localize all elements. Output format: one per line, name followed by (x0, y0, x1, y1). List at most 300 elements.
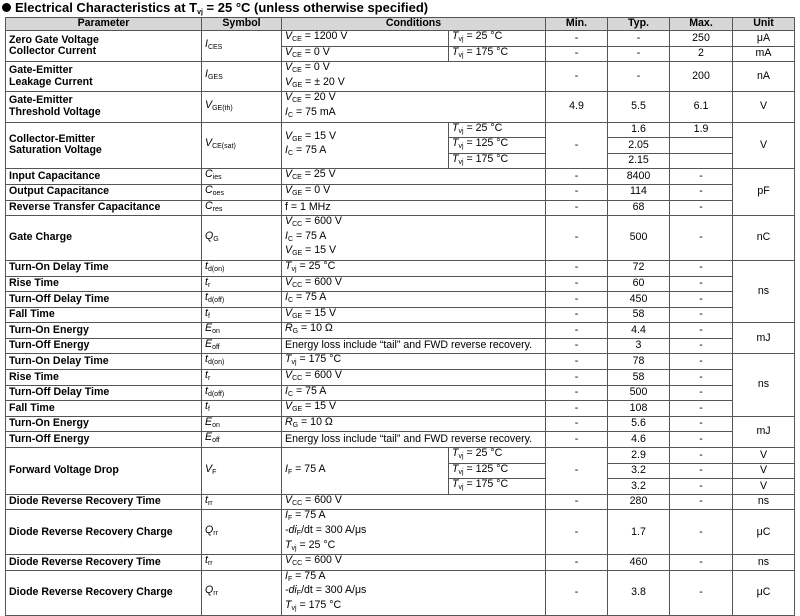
min-cell: - (546, 401, 608, 417)
max-cell: - (670, 216, 733, 261)
typ-cell: 2.9 (608, 448, 670, 464)
cond-symbol: I (285, 105, 288, 118)
typ-cell: 5.5 (608, 92, 670, 122)
cond-subscript: CC (292, 375, 303, 383)
symbol-subscript: res (212, 205, 223, 213)
max-cell: - (670, 354, 733, 370)
symbol-subscript: r (207, 281, 211, 289)
condition-line (285, 308, 542, 323)
max-cell: - (670, 307, 733, 323)
condition-line (285, 62, 542, 77)
cond-subscript: GE (292, 189, 303, 197)
typ-cell: 5.6 (608, 416, 670, 432)
typ-cell: 78 (608, 354, 670, 370)
temp-condition-cell (449, 463, 546, 479)
cond-subscript: vj (458, 127, 464, 135)
cond-symbol: V (285, 46, 293, 58)
cond-subscript: CC (292, 221, 303, 229)
table-row (6, 122, 795, 138)
cond-text: = 25 °C (296, 260, 336, 272)
symbol-cell (202, 510, 282, 555)
min-cell: - (546, 323, 608, 339)
cond-subscript: G (292, 328, 299, 336)
cond-subscript: C (287, 111, 294, 119)
cond-symbol: R (285, 322, 293, 335)
table-row (6, 448, 795, 464)
cond-text: = 125 °C (463, 463, 509, 475)
typ-cell: - (608, 62, 670, 92)
parameter-line: Zero Gate Voltage (9, 33, 99, 46)
symbol: Q (205, 229, 214, 242)
cond-subscript: F (296, 590, 302, 598)
unit-cell: nC (733, 216, 795, 261)
typ-cell: 2.15 (608, 153, 670, 169)
table-row (6, 555, 795, 571)
parameter-line: Rise Time (9, 277, 59, 289)
symbol-subscript: CE(sat) (212, 143, 236, 151)
cond-subscript: vj (458, 143, 464, 151)
table-row (6, 416, 795, 432)
parameter-line: Turn-On Energy (9, 417, 89, 430)
section-title (0, 0, 428, 16)
symbol-cell (202, 555, 282, 571)
max-cell: - (670, 570, 733, 615)
cond-text: = 0 V (301, 46, 330, 58)
condition-line (285, 555, 542, 570)
typ-cell: 2.05 (608, 138, 670, 154)
cond-symbol: T (452, 122, 459, 134)
table-row (6, 401, 795, 417)
parameter-cell (6, 260, 202, 276)
cond-symbol: I (285, 291, 288, 304)
symbol-cell (202, 122, 282, 169)
cond-text: = 75 A (293, 144, 327, 157)
cond-subscript: F (296, 530, 302, 537)
cond-text: = 175 °C (463, 46, 509, 58)
cond-symbol: V (285, 61, 293, 74)
symbol-subscript: rr (207, 560, 213, 568)
max-cell: - (670, 338, 733, 354)
cond-symbol: V (285, 494, 293, 506)
min-cell: - (546, 338, 608, 354)
parameter-line: Gate-Emitter (9, 94, 73, 107)
cond-subscript: C (287, 235, 294, 243)
symbol-subscript: d(on) (207, 265, 225, 273)
parameter-line: Turn-On Delay Time (9, 261, 109, 274)
symbol: E (205, 338, 213, 350)
cond-subscript: CC (292, 281, 303, 289)
parameter-cell (6, 338, 202, 354)
min-cell: - (546, 169, 608, 185)
unit-cell: ns (733, 555, 795, 571)
temp-condition-cell (449, 31, 546, 47)
typ-cell: 68 (608, 200, 670, 216)
cond-symbol: T (285, 538, 292, 551)
cond-text: = 175 °C (296, 353, 342, 366)
cond-symbol: V (285, 215, 293, 228)
cond-symbol: T (452, 30, 459, 42)
symbol-cell (202, 448, 282, 495)
cond-text: = 25 V (301, 168, 336, 181)
max-cell: - (670, 463, 733, 479)
condition-line (452, 154, 542, 169)
unit-cell: mA (733, 46, 795, 62)
cond-text: = 125 °C (463, 137, 509, 150)
parameter-line: Rise Time (9, 370, 59, 383)
symbol-subscript: d(off) (207, 390, 225, 398)
min-cell: - (546, 31, 608, 47)
typ-cell: 4.6 (608, 432, 670, 448)
cond-subscript: GE (292, 135, 303, 143)
cond-text: = 175 °C (296, 598, 342, 611)
max-cell: - (670, 385, 733, 401)
cond-symbol: -di (285, 524, 297, 536)
min-cell: - (546, 354, 608, 370)
cond-subscript: CC (292, 499, 303, 507)
table-row (6, 370, 795, 386)
cond-subscript: C (287, 390, 294, 398)
symbol: V (205, 462, 213, 475)
symbol-subscript: G (213, 235, 219, 243)
cond-symbol: I (285, 570, 288, 582)
cond-subscript: GE (292, 312, 303, 320)
parameter-cell (6, 122, 202, 169)
unit-cell: pF (733, 169, 795, 216)
symbol: Q (205, 584, 214, 597)
cond-text: = 10 Ω (298, 416, 333, 428)
symbol-subscript: CES (207, 43, 223, 51)
min-cell: - (546, 260, 608, 276)
max-cell: - (670, 401, 733, 417)
unit-cell: μC (733, 570, 795, 615)
cond-subscript: C (287, 150, 294, 158)
cond-symbol: T (452, 447, 459, 460)
condition-cell (282, 92, 546, 122)
symbol-subscript: F (212, 468, 217, 476)
parameter-cell (6, 432, 202, 448)
condition-line (285, 261, 542, 276)
cond-text: = 75 A (292, 462, 326, 475)
symbol-subscript: GE(th) (212, 104, 233, 112)
symbol-cell (202, 307, 282, 323)
header-row (6, 18, 795, 31)
typ-cell: 1.7 (608, 510, 670, 555)
cond-symbol: V (285, 244, 293, 257)
typ-cell: 3.8 (608, 570, 670, 615)
cond-text: = 75 A (292, 509, 326, 522)
symbol-cell (202, 62, 282, 92)
max-cell (670, 153, 733, 169)
max-cell: - (670, 479, 733, 495)
symbol-cell (202, 494, 282, 510)
cond-subscript: CC (292, 560, 303, 568)
cond-text: = ± 20 V (302, 75, 345, 88)
table-row (6, 62, 795, 92)
symbol-subscript: GES (207, 74, 223, 82)
symbol: V (205, 137, 213, 150)
unit-cell: ns (733, 260, 795, 322)
parameter-line: Leakage Current (9, 75, 93, 88)
table-row (6, 510, 795, 555)
parameter-line: Saturation Voltage (9, 144, 102, 157)
condition-line (285, 600, 542, 615)
symbol-subscript: d(on) (207, 359, 225, 367)
header-max: Max. (670, 18, 733, 31)
cond-subscript: F (287, 515, 293, 523)
header-parameter: Parameter (6, 18, 202, 31)
title-rest: = 25 °C (unless otherwise specified) (202, 0, 429, 15)
parameter-line: Turn-On Delay Time (9, 354, 109, 367)
parameter-cell (6, 401, 202, 417)
table-row (6, 276, 795, 292)
header-conditions: Conditions (282, 18, 546, 31)
condition-cell (282, 31, 449, 47)
table-row (6, 31, 795, 47)
cond-symbol: I (285, 144, 288, 157)
typ-cell: 8400 (608, 169, 670, 185)
condition-cell (282, 448, 449, 495)
symbol-subscript: rr (213, 590, 218, 598)
cond-text: = 75 mA (293, 105, 336, 118)
parameter-cell (6, 448, 202, 495)
condition-line (285, 585, 542, 600)
cond-subscript: vj (291, 544, 297, 552)
cond-symbol: V (285, 30, 293, 42)
parameter-line: Forward Voltage Drop (9, 464, 119, 477)
typ-cell: 3 (608, 338, 670, 354)
symbol: t (205, 307, 208, 319)
min-cell: - (546, 494, 608, 510)
condition-line (285, 354, 542, 369)
symbol: t (205, 385, 208, 397)
max-cell: - (670, 370, 733, 386)
min-cell: - (546, 510, 608, 555)
symbol: C (205, 200, 213, 212)
typ-cell: 72 (608, 260, 670, 276)
symbol: t (205, 291, 208, 304)
min-cell: - (546, 555, 608, 571)
cond-text: f = 1 MHz (285, 201, 331, 214)
parameter-cell (6, 323, 202, 339)
condition-line (285, 370, 542, 385)
symbol-cell (202, 200, 282, 216)
symbol: t (205, 400, 208, 413)
symbol: t (205, 554, 208, 567)
typ-cell: 1.6 (608, 122, 670, 138)
max-cell: - (670, 494, 733, 510)
condition-line (285, 47, 445, 62)
min-cell: - (546, 570, 608, 615)
table-row (6, 92, 795, 122)
condition-cell (282, 416, 546, 432)
condition-line (452, 138, 542, 153)
condition-cell (282, 370, 546, 386)
header-min: Min. (546, 18, 608, 31)
parameter-cell (6, 416, 202, 432)
cond-text: = 600 V (302, 276, 342, 288)
condition-cell (282, 200, 546, 216)
title-text: Electrical Characteristics at T (15, 0, 198, 15)
cond-text: = 175 °C (463, 153, 509, 165)
symbol: Q (205, 524, 214, 536)
parameter-cell (6, 385, 202, 401)
table-row (6, 200, 795, 216)
symbol-cell (202, 570, 282, 615)
table-row (6, 323, 795, 339)
parameter-cell (6, 184, 202, 200)
cond-text: /dt = 300 A/μs (301, 524, 367, 536)
symbol-subscript: rr (207, 499, 213, 507)
symbol-cell (202, 92, 282, 122)
cond-text: = 600 V (302, 494, 342, 506)
condition-line (285, 323, 542, 338)
parameter-cell (6, 354, 202, 370)
characteristics-table (5, 17, 795, 616)
table-row (6, 385, 795, 401)
title-sub: vj (197, 9, 203, 16)
cond-symbol: V (285, 129, 293, 142)
typ-cell: 60 (608, 276, 670, 292)
condition-line (285, 107, 542, 122)
condition-cell (282, 338, 546, 354)
cond-subscript: GE (292, 81, 303, 89)
max-cell: 6.1 (670, 92, 733, 122)
cond-symbol: I (285, 462, 288, 475)
cond-symbol: V (285, 307, 293, 319)
max-cell: 200 (670, 62, 733, 92)
cond-subscript: vj (458, 51, 464, 59)
parameter-cell (6, 200, 202, 216)
cond-subscript: vj (458, 453, 464, 461)
parameter-cell (6, 494, 202, 510)
table-row (6, 432, 795, 448)
cond-symbol: I (285, 509, 288, 522)
temp-condition-cell (449, 122, 546, 138)
symbol-subscript: d(off) (207, 297, 225, 305)
min-cell: - (546, 216, 608, 261)
cond-text: = 600 V (302, 554, 342, 567)
max-cell: 1.9 (670, 122, 733, 138)
cond-text: = 25 °C (463, 30, 503, 42)
unit-cell: nA (733, 62, 795, 92)
condition-line (452, 31, 542, 46)
max-cell: - (670, 200, 733, 216)
cond-subscript: CE (292, 51, 302, 59)
condition-cell (282, 354, 546, 370)
cond-symbol: T (452, 463, 459, 475)
max-cell: - (670, 276, 733, 292)
min-cell: - (546, 448, 608, 495)
cond-text: = 175 °C (463, 478, 509, 491)
condition-line (285, 202, 542, 214)
condition-line (285, 510, 542, 525)
unit-cell: μC (733, 510, 795, 555)
header-typ: Typ. (608, 18, 670, 31)
max-cell: - (670, 555, 733, 571)
symbol: C (205, 184, 213, 196)
min-cell: - (546, 276, 608, 292)
parameter-line: Fall Time (9, 308, 55, 321)
unit-cell: mJ (733, 416, 795, 447)
condition-cell (282, 169, 546, 185)
cond-symbol: I (285, 229, 288, 242)
parameter-line: Turn-Off Energy (9, 339, 90, 352)
temp-condition-cell (449, 479, 546, 495)
min-cell: - (546, 432, 608, 448)
condition-cell (282, 385, 546, 401)
typ-cell: 58 (608, 307, 670, 323)
cond-subscript: CE (292, 67, 302, 75)
table-row (6, 260, 795, 276)
cond-symbol: T (285, 353, 292, 366)
cond-text: = 75 A (293, 385, 327, 397)
cond-subscript: vj (291, 604, 297, 612)
typ-cell: - (608, 31, 670, 47)
condition-cell (282, 216, 546, 261)
symbol-subscript: r (207, 375, 211, 383)
cond-subscript: vj (458, 468, 464, 476)
symbol-cell (202, 370, 282, 386)
max-cell (670, 138, 733, 154)
cond-text: = 0 V (302, 184, 331, 196)
cond-text: Energy loss include “tail” and FWD reverse recovery. (285, 339, 533, 352)
cond-symbol: T (452, 478, 459, 491)
min-cell: 4.9 (546, 92, 608, 122)
symbol-subscript: on (212, 421, 220, 429)
max-cell: - (670, 510, 733, 555)
table-row (6, 494, 795, 510)
condition-line (285, 386, 542, 401)
condition-cell (282, 555, 546, 571)
table-row (6, 307, 795, 323)
max-cell: - (670, 260, 733, 276)
unit-cell: μA (733, 31, 795, 47)
cond-symbol: T (452, 46, 459, 58)
parameter-cell (6, 276, 202, 292)
max-cell: - (670, 169, 733, 185)
symbol: t (205, 260, 208, 272)
cond-symbol: R (285, 416, 293, 428)
header-symbol: Symbol (202, 18, 282, 31)
symbol: C (205, 168, 213, 181)
unit-cell: ns (733, 494, 795, 510)
symbol-cell (202, 184, 282, 200)
min-cell: - (546, 200, 608, 216)
cond-symbol: T (452, 137, 459, 150)
parameter-line: Diode Reverse Recovery Time (9, 495, 161, 508)
condition-line (285, 77, 542, 92)
cond-text: = 0 V (301, 61, 330, 74)
condition-cell (282, 570, 546, 615)
table-row (6, 354, 795, 370)
symbol-cell (202, 401, 282, 417)
min-cell: - (546, 292, 608, 308)
symbol: I (205, 68, 208, 81)
temp-condition-cell (449, 448, 546, 464)
cond-subscript: vj (458, 484, 464, 492)
typ-cell: 58 (608, 370, 670, 386)
parameter-line: Threshold Voltage (9, 105, 101, 118)
condition-line (285, 525, 542, 540)
parameter-line: Collector-Emitter (9, 132, 95, 145)
condition-line (285, 92, 542, 107)
cond-text: = 75 A (293, 291, 327, 304)
condition-cell (282, 323, 546, 339)
table-row (6, 169, 795, 185)
table-body (6, 31, 795, 616)
header-unit: Unit (733, 18, 795, 31)
cond-symbol: V (285, 168, 293, 181)
